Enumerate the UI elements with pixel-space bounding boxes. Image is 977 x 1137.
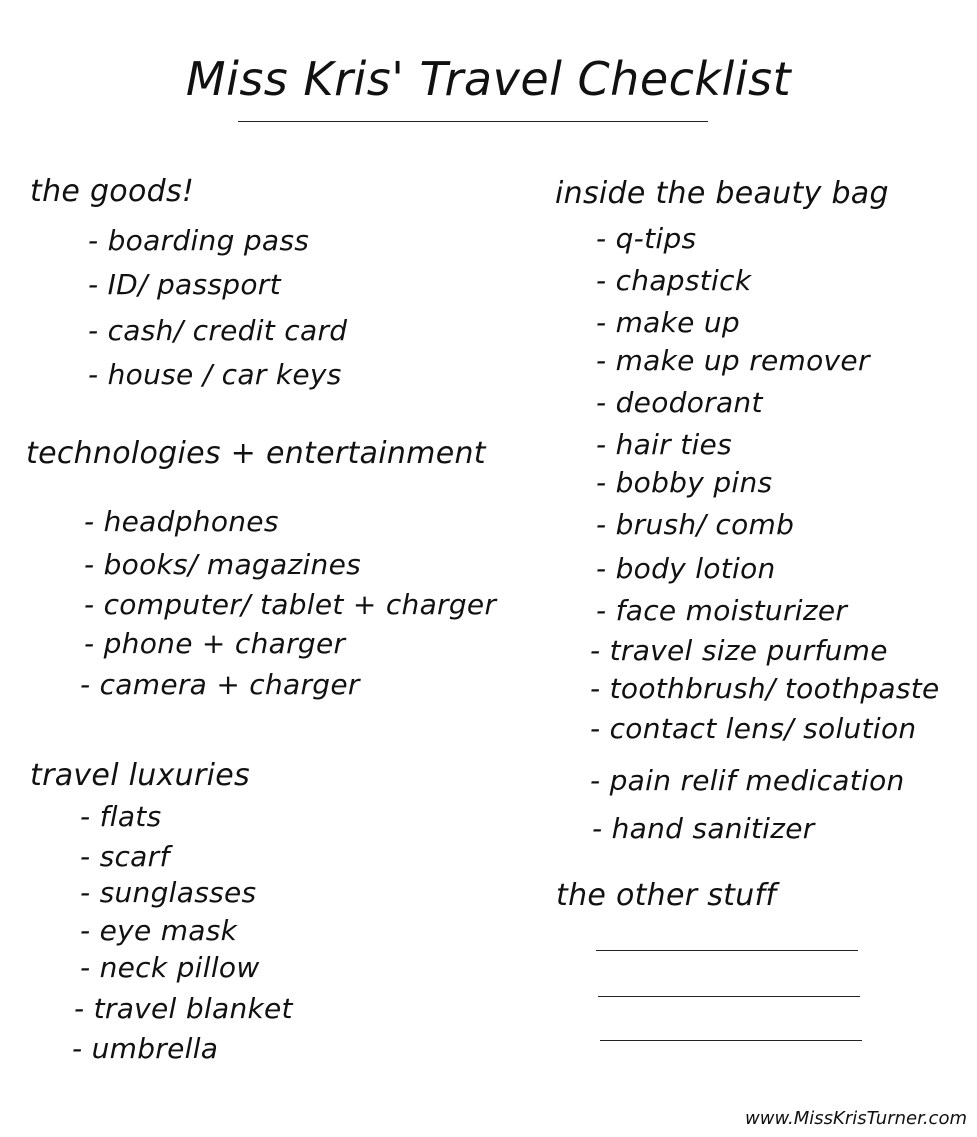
- list-item: - brush/ comb: [596, 508, 795, 541]
- list-item: - pain relif medication: [590, 764, 905, 797]
- list-item: - q-tips: [596, 222, 697, 255]
- list-item: - books/ magazines: [84, 548, 361, 581]
- list-item: - eye mask: [80, 914, 238, 947]
- list-item: - hair ties: [596, 428, 732, 461]
- footer-website: www.MissKrisTurner.com: [745, 1108, 967, 1129]
- list-item: - house / car keys: [88, 358, 342, 391]
- list-item: - boarding pass: [88, 224, 310, 257]
- list-item: - sunglasses: [80, 876, 257, 909]
- list-item: - neck pillow: [80, 951, 260, 984]
- list-item: - contact lens/ solution: [590, 712, 917, 745]
- section-heading-other: the other stuff: [556, 878, 777, 913]
- list-item: - flats: [80, 800, 162, 833]
- blank-write-in-line: [598, 996, 860, 997]
- list-item: - chapstick: [596, 264, 752, 297]
- list-item: - cash/ credit card: [88, 314, 348, 347]
- list-item: - camera + charger: [80, 668, 360, 701]
- section-heading-tech: technologies + entertainment: [26, 436, 486, 471]
- list-item: - travel blanket: [74, 992, 293, 1025]
- list-item: - make up: [596, 306, 740, 339]
- list-item: - deodorant: [596, 386, 763, 419]
- list-item: - toothbrush/ toothpaste: [590, 672, 940, 705]
- list-item: - face moisturizer: [596, 594, 848, 627]
- list-item: - ID/ passport: [88, 268, 281, 301]
- section-heading-goods: the goods!: [30, 174, 195, 209]
- section-heading-luxuries: travel luxuries: [30, 758, 250, 793]
- section-heading-beauty: inside the beauty bag: [555, 176, 889, 211]
- list-item: - travel size purfume: [590, 634, 888, 667]
- page-title: Miss Kris' Travel Checklist: [185, 52, 792, 106]
- list-item: - computer/ tablet + charger: [84, 588, 497, 621]
- list-item: - body lotion: [596, 552, 776, 585]
- blank-write-in-line: [600, 1040, 862, 1041]
- list-item: - hand sanitizer: [592, 812, 815, 845]
- list-item: - umbrella: [72, 1032, 219, 1065]
- list-item: - scarf: [80, 840, 170, 873]
- list-item: - headphones: [84, 505, 279, 538]
- title-underline: [238, 121, 708, 122]
- list-item: - phone + charger: [84, 627, 346, 660]
- list-item: - make up remover: [596, 344, 870, 377]
- blank-write-in-line: [596, 950, 858, 951]
- list-item: - bobby pins: [596, 466, 773, 499]
